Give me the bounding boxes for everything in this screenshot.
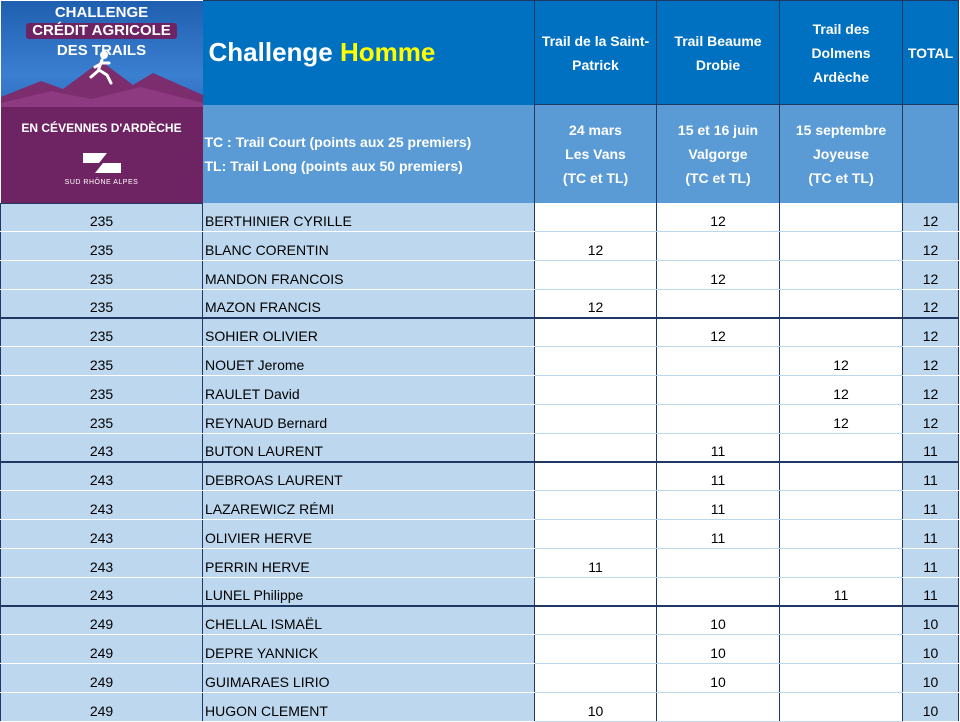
event-2-points-cell <box>657 549 780 578</box>
logo-line-2 <box>1 23 203 39</box>
name-cell: LUNEL Philippe <box>203 577 535 606</box>
rank-cell: 249 <box>1 635 203 664</box>
event-2-points-cell <box>657 577 780 606</box>
name-cell: RAULET David <box>203 376 535 405</box>
event-3-points-cell: 12 <box>780 405 903 434</box>
table-row <box>1 318 959 347</box>
table-row <box>1 577 959 606</box>
event-1-points-cell <box>535 203 657 232</box>
event-2-points-cell: 12 <box>657 318 780 347</box>
event-1-location: Les Vans <box>565 146 626 163</box>
event-1-points-cell <box>535 664 657 693</box>
event-1-points-cell: 10 <box>535 693 657 722</box>
event-3-points-cell <box>780 664 903 693</box>
table-row <box>1 606 959 635</box>
event-2-points-cell: 11 <box>657 462 780 491</box>
event-1-points-cell <box>535 261 657 290</box>
event-2-points-cell <box>657 289 780 318</box>
event-1-name <box>535 1 657 105</box>
event-2-points-cell: 11 <box>657 491 780 520</box>
event-3-points-cell <box>780 203 903 232</box>
total-cell: 12 <box>903 261 959 290</box>
event-2-points-cell <box>657 232 780 261</box>
event-3-name-line-2: Dolmens <box>811 44 871 61</box>
table-row <box>1 635 959 664</box>
event-1-points-cell: 11 <box>535 549 657 578</box>
event-3-points-cell <box>780 232 903 261</box>
page-title <box>203 1 535 105</box>
total-cell: 12 <box>903 405 959 434</box>
event-2-points-cell <box>657 693 780 722</box>
event-2-points-cell <box>657 347 780 376</box>
event-3-points-cell: 12 <box>780 347 903 376</box>
event-3-points-cell <box>780 520 903 549</box>
rank-cell: 235 <box>1 203 203 232</box>
event-1-points-cell <box>535 606 657 635</box>
event-2-points-cell: 10 <box>657 664 780 693</box>
rank-cell: 243 <box>1 462 203 491</box>
rank-cell: 235 <box>1 376 203 405</box>
rank-cell: 249 <box>1 606 203 635</box>
event-3-date: 15 septembre <box>795 122 887 139</box>
results-body <box>1 203 959 721</box>
event-1-points-cell <box>535 347 657 376</box>
event-1-points-cell: 12 <box>535 289 657 318</box>
event-2-format: (TC et TL) <box>685 170 751 187</box>
rank-cell: 235 <box>1 289 203 318</box>
event-1-details <box>535 105 657 203</box>
total-cell: 12 <box>903 232 959 261</box>
total-details <box>903 105 959 203</box>
table-row <box>1 520 959 549</box>
event-2-details <box>657 105 780 203</box>
event-2-points-cell: 12 <box>657 203 780 232</box>
mountain-runner-icon <box>1 51 203 111</box>
logo-brand: SUD RHÔNE ALPES <box>64 178 139 186</box>
event-3-points-cell <box>780 635 903 664</box>
event-2-location: Valgorge <box>688 146 748 163</box>
rank-cell: 243 <box>1 433 203 462</box>
total-cell: 12 <box>903 318 959 347</box>
event-3-name <box>780 1 903 105</box>
total-cell: 11 <box>903 491 959 520</box>
points-legend <box>203 105 535 203</box>
title-prefix: Challenge <box>208 37 340 68</box>
rank-cell: 235 <box>1 405 203 434</box>
total-cell: 12 <box>903 376 959 405</box>
table-row <box>1 203 959 232</box>
event-1-points-cell <box>535 318 657 347</box>
event-3-format: (TC et TL) <box>808 170 874 187</box>
name-cell: MANDON FRANCOIS <box>203 261 535 290</box>
event-3-points-cell <box>780 693 903 722</box>
challenge-logo <box>1 1 203 204</box>
event-2-date: 15 et 16 juin <box>677 122 759 139</box>
event-1-points-cell <box>535 635 657 664</box>
name-cell: HUGON CLEMENT <box>203 693 535 722</box>
event-3-name-line-1: Trail des <box>812 20 870 37</box>
event-3-details <box>780 105 903 203</box>
table-row <box>1 261 959 290</box>
event-2-name-line-2: Drobie <box>695 56 741 73</box>
event-2-points-cell <box>657 376 780 405</box>
event-2-points-cell: 10 <box>657 606 780 635</box>
table-row <box>1 376 959 405</box>
event-2-points-cell: 12 <box>657 261 780 290</box>
event-1-points-cell <box>535 405 657 434</box>
name-cell: BLANC CORENTIN <box>203 232 535 261</box>
total-cell: 10 <box>903 635 959 664</box>
name-cell: NOUET Jerome <box>203 347 535 376</box>
total-cell: 11 <box>903 577 959 606</box>
event-1-points-cell <box>535 520 657 549</box>
total-header: TOTAL <box>903 1 959 105</box>
event-1-points-cell <box>535 376 657 405</box>
credit-agricole-emblem-icon <box>77 149 127 177</box>
event-2-points-cell: 11 <box>657 520 780 549</box>
event-3-points-cell <box>780 549 903 578</box>
name-cell: LAZAREWICZ RÉMI <box>203 491 535 520</box>
name-cell: REYNAUD Bernard <box>203 405 535 434</box>
table-row <box>1 549 959 578</box>
table-row <box>1 664 959 693</box>
event-3-points-cell <box>780 318 903 347</box>
event-2-name <box>657 1 780 105</box>
total-cell: 10 <box>903 606 959 635</box>
name-cell: OLIVIER HERVE <box>203 520 535 549</box>
total-cell: 11 <box>903 549 959 578</box>
name-cell: DEPRE YANNICK <box>203 635 535 664</box>
rank-cell: 235 <box>1 232 203 261</box>
total-cell: 10 <box>903 664 959 693</box>
total-cell: 12 <box>903 289 959 318</box>
event-3-points-cell <box>780 606 903 635</box>
name-cell: BUTON LAURENT <box>203 433 535 462</box>
event-1-points-cell <box>535 462 657 491</box>
event-2-points-cell: 10 <box>657 635 780 664</box>
table-row <box>1 347 959 376</box>
name-cell: GUIMARAES LIRIO <box>203 664 535 693</box>
event-1-points-cell <box>535 491 657 520</box>
name-cell: MAZON FRANCIS <box>203 289 535 318</box>
event-1-name-line-2: Patrick <box>572 56 619 73</box>
name-cell: BERTHINIER CYRILLE <box>203 203 535 232</box>
event-1-date: 24 mars <box>569 122 622 139</box>
rank-cell: 243 <box>1 491 203 520</box>
total-cell: 11 <box>903 462 959 491</box>
rank-cell: 243 <box>1 520 203 549</box>
rank-cell: 249 <box>1 664 203 693</box>
legend-tc: TC : Trail Court (points aux 25 premiers) <box>204 133 472 150</box>
event-3-points-cell <box>780 261 903 290</box>
event-3-points-cell <box>780 462 903 491</box>
rank-cell: 235 <box>1 318 203 347</box>
event-3-points-cell <box>780 289 903 318</box>
total-cell: 12 <box>903 347 959 376</box>
event-1-points-cell <box>535 577 657 606</box>
rank-cell: 249 <box>1 693 203 722</box>
event-1-name-line-1: Trail de la Saint- <box>541 32 650 49</box>
table-row <box>1 289 959 318</box>
rank-cell: 243 <box>1 549 203 578</box>
logo-region: EN CÉVENNES D'ARDÈCHE <box>21 120 182 135</box>
header-row-events <box>1 1 959 105</box>
rank-cell: 235 <box>1 347 203 376</box>
logo-line-1: CHALLENGE <box>54 3 149 21</box>
event-3-points-cell: 11 <box>780 577 903 606</box>
total-cell: 10 <box>903 693 959 722</box>
rank-cell: 235 <box>1 261 203 290</box>
table-row <box>1 693 959 722</box>
table-row <box>1 405 959 434</box>
legend-tl: TL: Trail Long (points aux 50 premiers) <box>204 157 463 174</box>
table-row <box>1 491 959 520</box>
total-cell: 12 <box>903 203 959 232</box>
total-cell: 11 <box>903 520 959 549</box>
rank-cell: 243 <box>1 577 203 606</box>
title-accent: Homme <box>339 37 436 68</box>
name-cell: CHELLAL ISMAËL <box>203 606 535 635</box>
event-1-points-cell <box>535 433 657 462</box>
name-cell: DEBROAS LAURENT <box>203 462 535 491</box>
event-1-points-cell: 12 <box>535 232 657 261</box>
event-2-name-line-1: Trail Beaume <box>674 32 762 49</box>
event-3-location: Joyeuse <box>812 146 870 163</box>
event-3-points-cell: 12 <box>780 376 903 405</box>
event-3-points-cell <box>780 491 903 520</box>
logo-line-2-text: CRÉDIT AGRICOLE <box>26 23 177 39</box>
total-cell: 11 <box>903 433 959 462</box>
name-cell: PERRIN HERVE <box>203 549 535 578</box>
name-cell: SOHIER OLIVIER <box>203 318 535 347</box>
logo-line-3: DES TRAILS <box>56 41 147 59</box>
table-row <box>1 433 959 462</box>
event-3-name-line-3: Ardèche <box>812 68 870 85</box>
table-row <box>1 462 959 491</box>
event-3-points-cell <box>780 433 903 462</box>
event-1-format: (TC et TL) <box>562 170 629 187</box>
table-row <box>1 232 959 261</box>
event-2-points-cell: 11 <box>657 433 780 462</box>
event-2-points-cell <box>657 405 780 434</box>
